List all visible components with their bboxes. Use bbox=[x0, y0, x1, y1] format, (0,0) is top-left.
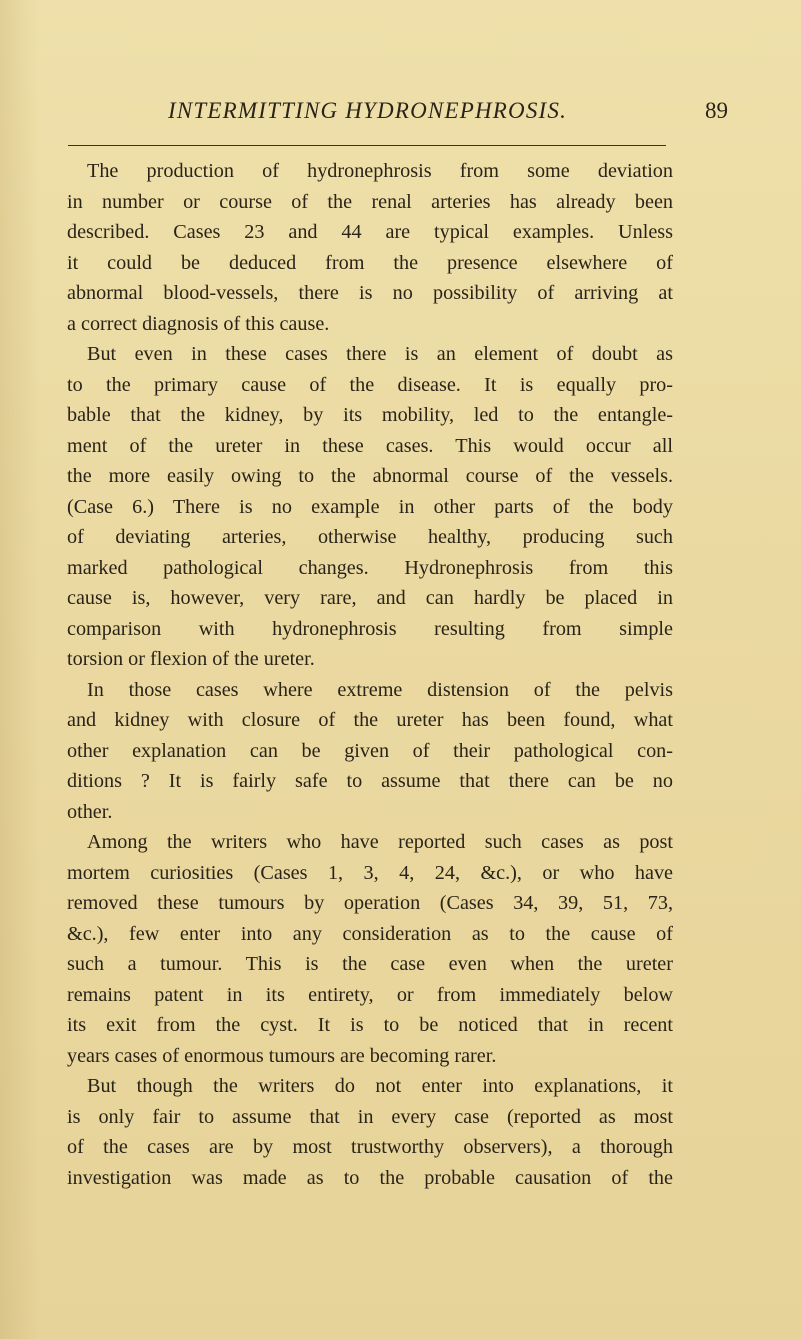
text-line: years cases of enormous tumours are becoming rarer. bbox=[67, 1044, 497, 1067]
text-line: ditions ? It is fairly safe to assume that there can be no bbox=[67, 770, 673, 792]
text-line: ment of the ureter in these cases. This would occur all bbox=[67, 434, 673, 457]
header-rule bbox=[68, 145, 666, 146]
text-line: abnormal blood-vessels, there is no possibility of arriving at bbox=[67, 282, 673, 304]
text-line: other. bbox=[67, 800, 113, 823]
text-line: mortem curiosities (Cases 1, 3, 4, 24, &c.), or who have bbox=[67, 861, 673, 884]
text-line: investigation was made as to the probable causation of the bbox=[67, 1166, 673, 1189]
text-line: (Case 6.) There is no example in other parts of the body bbox=[67, 495, 673, 518]
text-line: Among the writers who have reported such cases as post bbox=[87, 831, 673, 853]
text-line: cause is, however, very rare, and can hardly be placed in bbox=[67, 587, 673, 609]
page-number: 89 bbox=[705, 98, 728, 123]
text-line: But even in these cases there is an element of doubt as bbox=[87, 343, 673, 365]
text-line: torsion or flexion of the ureter. bbox=[67, 648, 315, 670]
running-head bbox=[168, 98, 728, 134]
text-line: of the cases are by most trustworthy observers), a thorough bbox=[67, 1136, 673, 1158]
text-line: But though the writers do not enter into explanations, it bbox=[87, 1075, 673, 1097]
body-text bbox=[67, 156, 673, 1193]
text-line: comparison with hydronephrosis resulting from simple bbox=[67, 617, 673, 640]
text-line: of deviating arteries, otherwise healthy, producing such bbox=[67, 526, 673, 548]
text-line: and kidney with closure of the ureter has been found, what bbox=[67, 709, 673, 731]
text-line: is only fair to assume that in every case (reported as most bbox=[67, 1105, 673, 1128]
text-line: a correct diagnosis of this cause. bbox=[67, 312, 330, 335]
text-line: described. Cases 23 and 44 are typical examples. Unless bbox=[67, 221, 673, 243]
text-line: marked pathological changes. Hydronephrosis from this bbox=[67, 556, 673, 579]
text-line: it could be deduced from the presence elsewhere of bbox=[67, 251, 673, 274]
text-line: In those cases where extreme distension of the pelvis bbox=[87, 678, 673, 701]
text-line: other explanation can be given of their pathological con- bbox=[67, 739, 673, 762]
text-line: &c.), few enter into any consideration as to the cause of bbox=[67, 922, 673, 945]
text-line: remains patent in its entirety, or from immediately below bbox=[67, 983, 673, 1006]
running-head-title: INTERMITTING HYDRONEPHROSIS. bbox=[168, 98, 568, 123]
text-line: bable that the kidney, by its mobility, led to the entangle- bbox=[67, 404, 673, 426]
text-line: such a tumour. This is the case even when the ureter bbox=[67, 953, 673, 975]
text-line: the more easily owing to the abnormal course of the vessels. bbox=[67, 465, 673, 487]
text-line: removed these tumours by operation (Cases 34, 39, 51, 73, bbox=[67, 892, 673, 914]
text-line: its exit from the cyst. It is to be noticed that in recent bbox=[67, 1014, 673, 1036]
text-line: to the primary cause of the disease. It is equally pro- bbox=[67, 373, 673, 396]
text-line: The production of hydronephrosis from some deviation bbox=[87, 160, 673, 182]
text-line: in number or course of the renal arteries has already been bbox=[67, 190, 673, 213]
